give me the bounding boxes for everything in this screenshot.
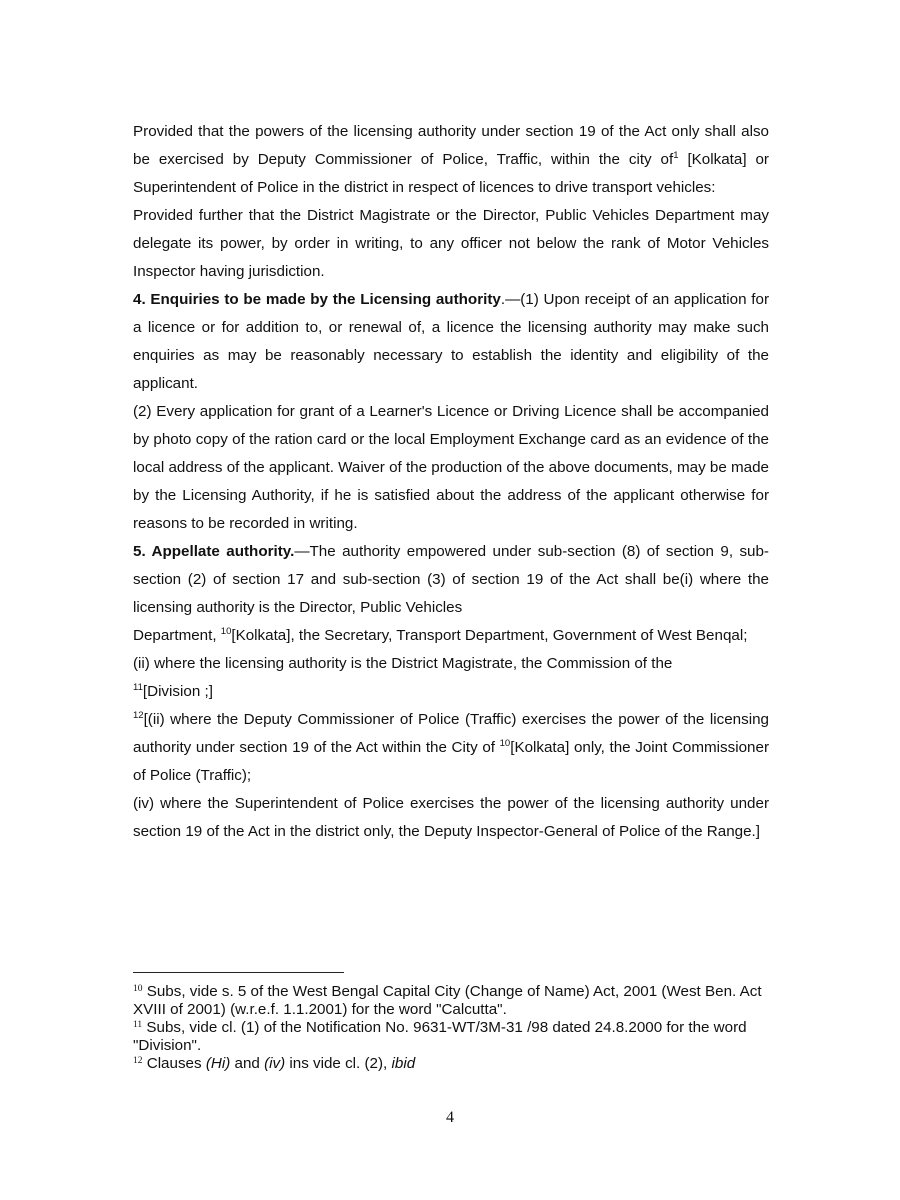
clause-iv: (iv) where the Superintendent of Police exercises the power of the licensing authority under section 19 of the Act in the district only, the Deputy Inspector-General of Police of the Range.] <box>133 795 769 840</box>
clause-i: Department, $^{10}$[Kolkata], the Secretary, Transport Department, Government of West Benqal; <box>133 626 748 644</box>
footnote-ref: 11 <box>133 682 143 693</box>
footnote-ref: 12 <box>133 710 144 721</box>
footnote-11: $^{11}$ Subs, vide cl. (1) of the Notification No. 9631-WT/3M-31 /98 dated 24.8.2000 for the word "Division". <box>133 1019 747 1054</box>
proviso-paragraph-2: Provided further that the District Magistrate or the Director, Public Vehicles Department may delegate its power, by order in writing, to any officer not below the rank of Motor Vehicles Inspector having jurisdiction. <box>133 207 769 280</box>
page-number: 4 <box>446 1109 454 1126</box>
proviso-paragraph-1: Provided that the powers of the licensing authority under section 19 of the Act only shall also be exercised by Deputy Commissioner of Police, Traffic, within the city $of^1$ [Kolkata] or Superintendent of Police in the district in respect of licences to drive transport vehicles: <box>133 123 769 196</box>
footnote-ref: 1 <box>673 150 679 161</box>
footnotes-section <box>133 972 769 1073</box>
document-body <box>133 118 769 846</box>
section-4-subsection-2: (2) Every application for grant of a Learner's Licence or Driving Licence shall be accompanied by photo copy of the ration card or the local Employment Exchange card as an evidence of the local address of the applicant. Waiver of the production of the above documents, may be made by the Licensing Authority, if he is satisfied about the address of the applicant otherwise for reasons to be recorded in writing. <box>133 403 769 532</box>
clause-iii: $^{12}$[(ii) where the Deputy Commissioner of Police (Traffic) exercises the power of the licensing authority under section 19 of the Act within the City of $^{10}$[Kolkata] only, the Joint Commissioner of Police (Traffic); <box>133 710 770 784</box>
footnote-ref: 10 <box>499 738 511 749</box>
footnote-ref: 10 <box>220 626 232 637</box>
footnote-10: $^{10}$ Subs, vide s. 5 of the West Bengal Capital City (Change of Name) Act, 2001 (West Ben. Act XVIII of 2001) (w.r.e.f. 1.1.2001) for the word "Calcutta". <box>133 983 762 1018</box>
clause-ii: (ii) where the licensing authority is the District Magistrate, the Commission of the $^{11}$[Division ;] <box>133 655 673 700</box>
section-5-heading: 5. Appellate authority. <box>133 543 295 560</box>
section-4-heading: 4. Enquiries to be made by the Licensing authority <box>133 291 501 308</box>
section-4-paragraph: 4. Enquiries to be made by the Licensing authority.—(1) Upon receipt of an application for a licence or for addition to, or renewal of, a licence the licensing authority may make such enquiries as may be reasonably necessary to establish the identity and eligibility of the applicant. <box>133 291 770 392</box>
footnote-12: $^{12}$ Clauses (Hi) and (iv) ins vide cl. (2), ibid <box>133 1055 416 1072</box>
section-5-paragraph: 5. Appellate authority.—The authority empowered under sub-section (8) of section 9, sub-section (2) of section 17 and sub-section (3) of section 19 of the Act shall be(i) where the licensing authority is the Director, Public Vehicles <box>133 543 769 616</box>
footnote-divider <box>133 972 344 973</box>
